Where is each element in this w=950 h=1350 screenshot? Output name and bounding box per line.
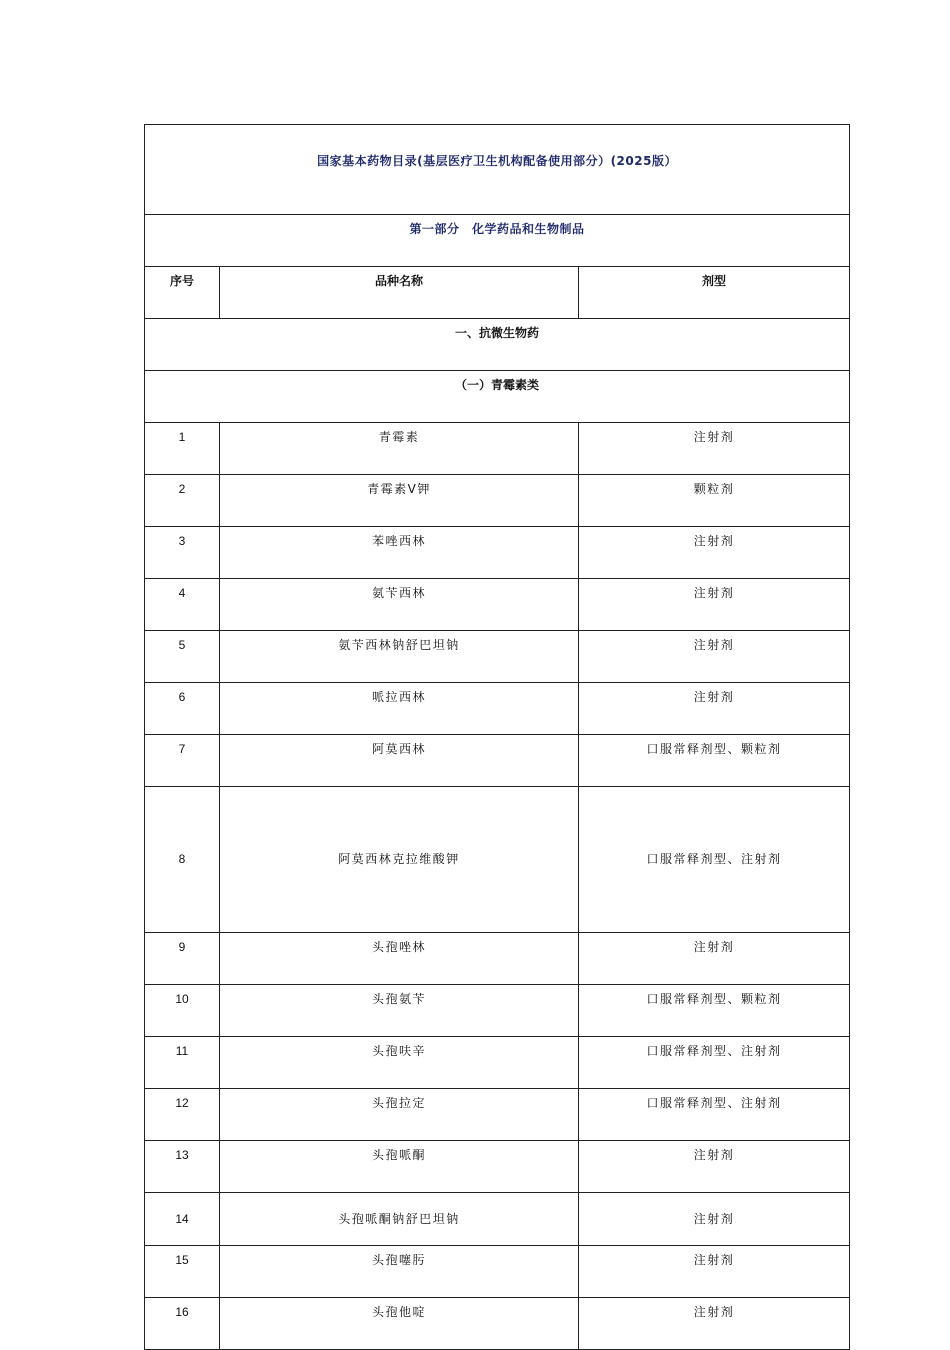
- drug-name: 头孢哌酮钠舒巴坦钠: [220, 1193, 579, 1246]
- drug-name: 头孢唑林: [220, 933, 579, 985]
- dosage-form: 注射剂: [579, 1141, 850, 1193]
- table-row: [145, 1037, 850, 1089]
- column-header-form: 剂型: [579, 267, 850, 319]
- dosage-form: 口服常释剂型、颗粒剂: [579, 735, 850, 787]
- dosage-form: 注射剂: [579, 527, 850, 579]
- drug-name: 头孢拉定: [220, 1089, 579, 1141]
- dosage-form: 口服常释剂型、颗粒剂: [579, 985, 850, 1037]
- row-number: 1: [145, 423, 220, 475]
- dosage-form: 注射剂: [579, 579, 850, 631]
- row-number: 11: [145, 1037, 220, 1089]
- column-header-number: 序号: [145, 267, 220, 319]
- row-number: 3: [145, 527, 220, 579]
- row-number: 15: [145, 1246, 220, 1298]
- row-number: 13: [145, 1141, 220, 1193]
- dosage-form: 注射剂: [579, 1298, 850, 1350]
- row-number: 9: [145, 933, 220, 985]
- dosage-form: 注射剂: [579, 1246, 850, 1298]
- row-number: 16: [145, 1298, 220, 1350]
- table-row: [145, 1089, 850, 1141]
- part-row: [145, 215, 850, 267]
- dosage-form: 注射剂: [579, 683, 850, 735]
- dosage-form: 颗粒剂: [579, 475, 850, 527]
- table-row: [145, 631, 850, 683]
- row-number: 14: [145, 1193, 220, 1246]
- drug-name: 哌拉西林: [220, 683, 579, 735]
- dosage-form: 注射剂: [579, 1193, 850, 1246]
- drug-name: 氨苄西林钠舒巴坦钠: [220, 631, 579, 683]
- table-row: [145, 1193, 850, 1246]
- table-row: [145, 579, 850, 631]
- table-row: [145, 1141, 850, 1193]
- row-number: 12: [145, 1089, 220, 1141]
- row-number: 10: [145, 985, 220, 1037]
- table-row: [145, 527, 850, 579]
- table-row: [145, 683, 850, 735]
- dosage-form: 注射剂: [579, 423, 850, 475]
- drug-name: 阿莫西林克拉维酸钾: [220, 787, 579, 933]
- dosage-form: 口服常释剂型、注射剂: [579, 1089, 850, 1141]
- category-row: [145, 319, 850, 371]
- drug-name: 青霉素Ⅴ钾: [220, 475, 579, 527]
- dosage-form: 注射剂: [579, 933, 850, 985]
- row-number: 5: [145, 631, 220, 683]
- table-row: [145, 985, 850, 1037]
- column-header-name: 品种名称: [220, 267, 579, 319]
- header-row: [145, 267, 850, 319]
- subcategory-heading: （一）青霉素类: [145, 371, 850, 423]
- row-number: 6: [145, 683, 220, 735]
- dosage-form: 口服常释剂型、注射剂: [579, 787, 850, 933]
- table-row: [145, 1298, 850, 1350]
- drug-catalog-table: [144, 124, 850, 1350]
- table-row: [145, 475, 850, 527]
- drug-name: 头孢呋辛: [220, 1037, 579, 1089]
- table-row: [145, 735, 850, 787]
- drug-name: 头孢哌酮: [220, 1141, 579, 1193]
- document-title: 国家基本药物目录(基层医疗卫生机构配备使用部分）(2025版）: [317, 154, 677, 169]
- drug-name: 头孢他啶: [220, 1298, 579, 1350]
- row-number: 7: [145, 735, 220, 787]
- drug-name: 氨苄西林: [220, 579, 579, 631]
- drug-name: 青霉素: [220, 423, 579, 475]
- row-number: 8: [145, 787, 220, 933]
- drug-name: 苯唑西林: [220, 527, 579, 579]
- dosage-form: 注射剂: [579, 631, 850, 683]
- title-row: [145, 125, 850, 215]
- part-heading: 第一部分 化学药品和生物制品: [145, 215, 850, 267]
- table-row: [145, 933, 850, 985]
- dosage-form: 口服常释剂型、注射剂: [579, 1037, 850, 1089]
- drug-name: 阿莫西林: [220, 735, 579, 787]
- category-heading: 一、抗微生物药: [145, 319, 850, 371]
- table-row: [145, 423, 850, 475]
- subcategory-row: [145, 371, 850, 423]
- row-number: 4: [145, 579, 220, 631]
- document-title-cell: [145, 125, 850, 215]
- row-number: 2: [145, 475, 220, 527]
- table-row: [145, 787, 850, 933]
- drug-name: 头孢噻肟: [220, 1246, 579, 1298]
- drug-name: 头孢氨苄: [220, 985, 579, 1037]
- table-row: [145, 1246, 850, 1298]
